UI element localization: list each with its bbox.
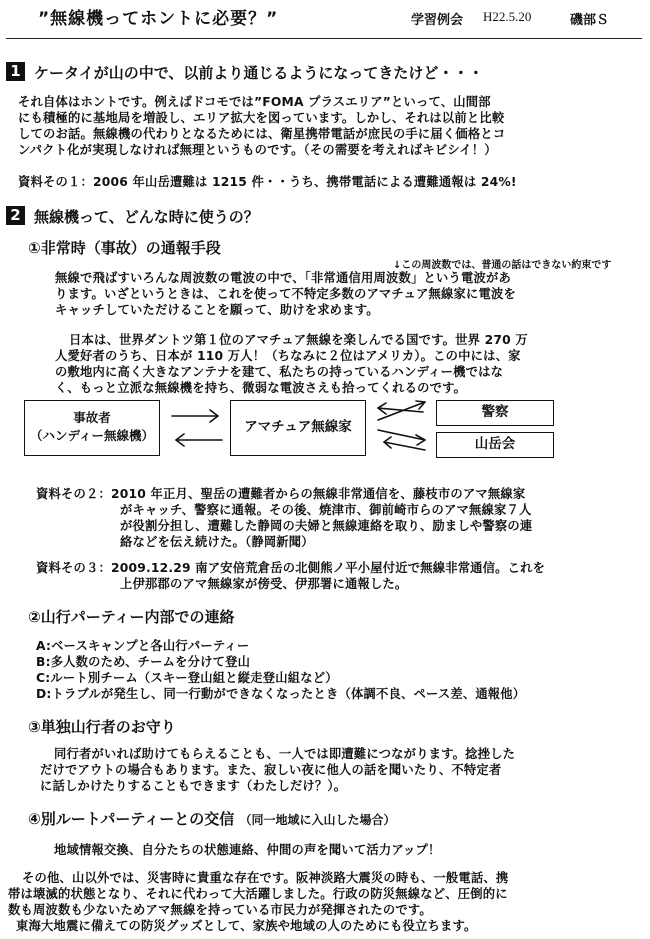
party-communication-list xyxy=(36,638,525,702)
body-line: ンパクト化が実現しなければ無理というものです。（その需要を考えればキビシイ！） xyxy=(18,143,497,157)
subsection-3-heading: ③単独山行者のお守り xyxy=(28,718,176,736)
section-2-heading: 無線機って、どんな時に使うの？ xyxy=(34,208,259,226)
section-2-number: 2 xyxy=(6,206,25,225)
frequency-note: ↓この周波数では、普通の話はできない約束です xyxy=(393,260,612,271)
mountain-club-box: 山岳会 xyxy=(436,432,554,458)
body-line: キャッチしていただけることを願って、助けを求めます。 xyxy=(55,303,379,317)
list-item: D:トラブルが発生し、同一行動ができなくなったとき（体調不良、ペース差、通報他） xyxy=(36,687,526,701)
ham-operator-box: アマチュア無線家 xyxy=(230,400,366,456)
body-line: 資料その３：2009.12.29 南ア安倍荒倉岳の北側熊ノ平小屋付近で無線非常通信。これを xyxy=(36,561,546,575)
list-item: A:ベースキャンプと各山行パーティー xyxy=(36,639,250,653)
body-line: 数も周波数も少ないためアマ無線を持っている市民力が発揮されたのです。 xyxy=(8,903,432,917)
body-line: がキャッチ、警察に通報。その後、焼津市、御前崎市らのアマ無線家７人 xyxy=(120,503,532,517)
body-line: してのお話。無線機の代わりとなるためには、衛星携帯電話が庶民の手に届く価格とコ xyxy=(18,127,506,141)
body-line: に話しかけたりすることもできます（わたしだけ？）。 xyxy=(40,779,347,793)
arrow-victim-to-ham xyxy=(172,410,218,422)
event-name: 学習例会 xyxy=(411,13,464,28)
section-1-number: 1 xyxy=(6,62,25,81)
subsection-2-heading: ②山行パーティー内部での連絡 xyxy=(28,608,235,626)
body-line: だけでアウトの場合もあります。また、寂しい夜に他人の話を聞いたり、不特定者 xyxy=(40,763,502,777)
section-1-heading: ケータイが山の中で、以前より通じるようになってきたけど・・・ xyxy=(34,64,484,82)
body-line: 同行者がいれば助けてもらえることも、一人では即遭難につながります。捻挫した xyxy=(54,747,516,761)
data-note-3 xyxy=(36,560,545,592)
closing-paragraph xyxy=(8,870,508,934)
event-date: H22.5.20 xyxy=(483,9,532,24)
police-box: 警察 xyxy=(436,400,554,426)
victim-device-label: （ハンディー無線機） xyxy=(29,428,154,443)
body-line: 人愛好者のうち、日本が 110 万人！（ちなみに２位はアメリカ）。この中には、家 xyxy=(55,349,521,363)
body-line: 資料その２：2010 年正月、聖岳の遭難者からの無線非常通信を、藤枝市のアマ無線家 xyxy=(36,487,526,501)
body-line: それ自体はホントです。例えばドコモでは”FOMA プラスエリア”といって、山間部 xyxy=(18,95,491,109)
victim-label: 事故者 xyxy=(73,410,111,425)
body-line: が役割分担し、遭難した静岡の夫婦と無線連絡を取り、励ましや警察の連 xyxy=(120,519,533,533)
subsection-4-heading: ④別ルートパーティーとの交信 xyxy=(28,810,235,828)
body-line: ります。いざというときは、これを使って不特定多数のアマチュア無線家に電波を xyxy=(55,287,517,301)
list-item: C:ルート別チーム（スキー登山組と縦走登山組など） xyxy=(36,671,338,685)
body-line: 絡などを伝え続けた。（静岡新聞） xyxy=(120,535,314,549)
body-line: 日本は、世界ダントツ第１位のアマチュア無線を楽しんでる国です。世界 270 万 xyxy=(69,333,528,347)
author-name: 磯部Ｓ xyxy=(570,13,610,28)
data-note-1: 資料その１：2006 年山岳遭難は 1215 件・・うち、携帯電話による遭難通報は 24%! xyxy=(18,175,517,189)
list-item: B:多人数のため、チームを分けて登山 xyxy=(36,655,251,669)
body-line: 東海大地震に備えての防災グッズとして、家族や地域の人のためにも役立ちます。 xyxy=(16,919,477,933)
body-line: の敷地内に高く大きなアンテナを建て、私たちの持っているハンディー機ではな xyxy=(55,365,504,379)
subsection-4-heading-row xyxy=(28,808,395,829)
data-note-2 xyxy=(36,486,532,550)
arrow-ham-to-victim xyxy=(176,434,222,446)
subsection-3-body xyxy=(40,746,515,794)
body-line: 上伊那郡のアマ無線家が傍受、伊那署に通報した。 xyxy=(120,577,408,591)
subsection-4-body: 地域情報交換、自分たちの状態連絡、仲間の声を聞いて活力アップ！ xyxy=(54,843,441,857)
body-line: にも積極的に基地局を増設し、エリア拡大を図っています。しかし、それは以前と比較 xyxy=(18,111,505,125)
body-line: 無線で飛ばすいろんな周波数の電波の中で、「非常通信用周波数」という電波があ xyxy=(55,271,511,285)
subsection-1-heading: ①非常時（事故）の通報手段 xyxy=(28,239,221,257)
body-line: その他、山以外では、災害時に貴重な存在です。阪神淡路大震災の時も、一般電話、携 xyxy=(22,871,509,885)
document-title: ”無線機ってホントに必要？” xyxy=(38,9,279,29)
body-line: く、もっと立派な無線機を持ち、微弱な電波さえも拾ってくれるのです。 xyxy=(55,381,467,395)
body-line: 帯は壊滅的状態となり、それに代わって大活躍しました。行政の防災無線など、圧倒的に xyxy=(8,887,508,901)
subsection-4-heading-note: （同一地域に入山した場合） xyxy=(239,813,396,827)
